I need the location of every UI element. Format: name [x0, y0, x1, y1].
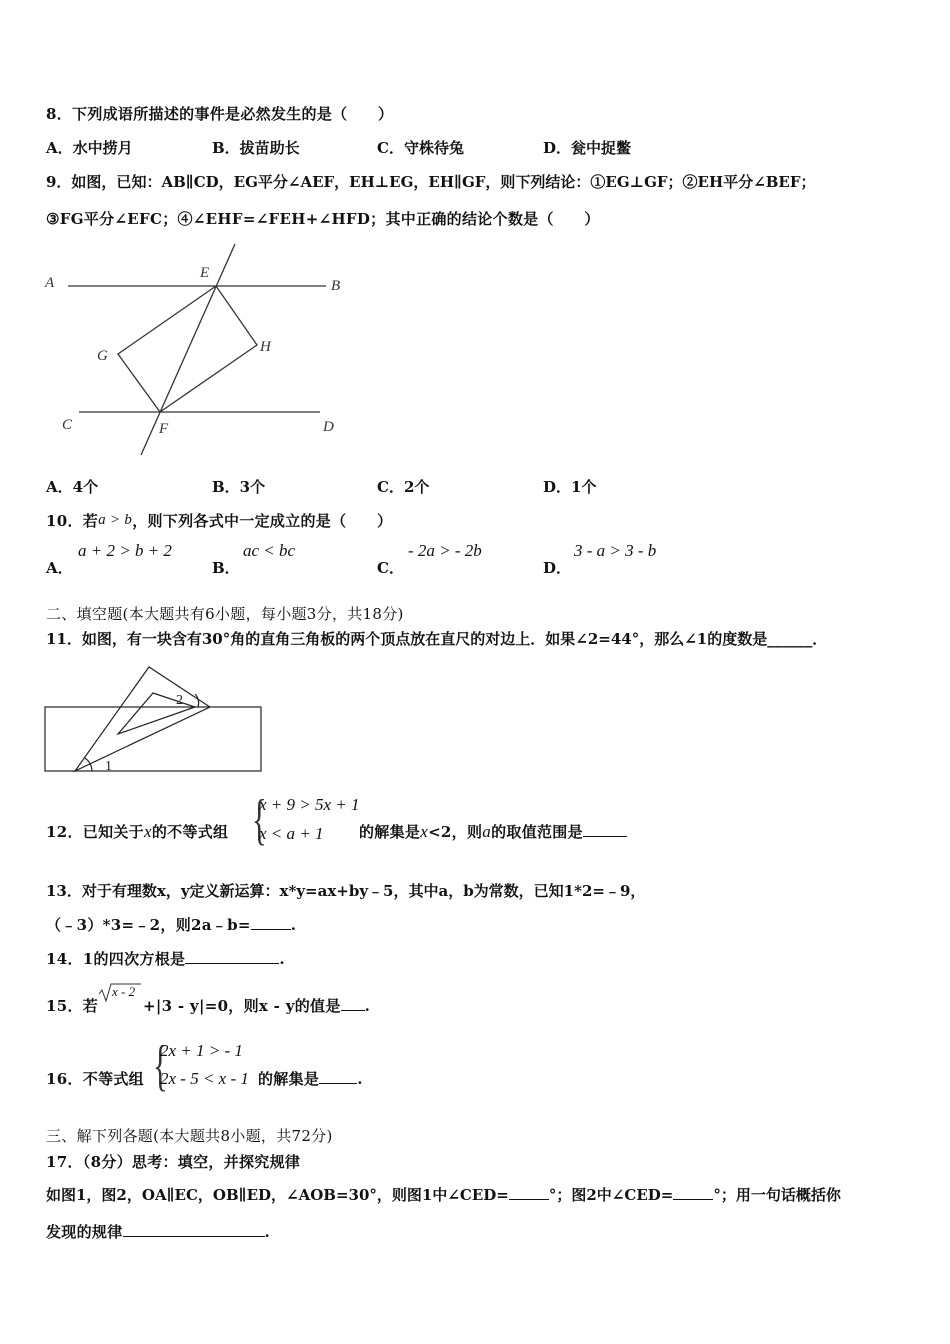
q8-stem: 8．下列成语所描述的事件是必然发生的是（ ） [46, 105, 394, 123]
q13-line2-end: . [290, 916, 297, 934]
q16-answer-blank[interactable] [319, 1069, 357, 1084]
q10-stem-math: a > b [98, 512, 133, 528]
angle-2-label: 2 [176, 693, 183, 708]
q10-option-b-math: ac < bc [243, 541, 296, 560]
q9-option-d: D．1个 [543, 478, 597, 496]
q12-mid-text: 的不等式组 [151, 823, 229, 841]
q9-option-c: C．2个 [377, 478, 430, 496]
q16-brace: { [153, 1035, 168, 1097]
q16-suffix [258, 1068, 363, 1089]
q16-end: . [357, 1070, 363, 1088]
q13-line2-text: （﹣3）*3=﹣2，则2a﹣b= [46, 916, 251, 934]
q17-line2-part2: °；图2中∠CED= [548, 1186, 674, 1204]
q15-suffix-text: +|3 - y|=0，则x - y的值是 [143, 997, 341, 1015]
q8-option-a: A．水中捞月 [46, 139, 133, 157]
q16-sys-line2: 2x - 5 < x - 1 [160, 1069, 249, 1088]
q15-radicand: x - 2 [112, 984, 136, 999]
q14-end: . [279, 950, 285, 968]
q12-after1: 的解集是 [359, 823, 421, 841]
q12-after3: 的取值范围是 [491, 823, 583, 841]
q17-line2-part1: 如图1，图2，OA∥EC，OB∥ED，∠AOB=30°，则图1中∠CED= [46, 1186, 509, 1204]
q9-option-b: B．3个 [212, 478, 266, 496]
q15-end: . [364, 997, 371, 1015]
q10-option-c-letter: C． [377, 559, 404, 577]
q12-sys-line2: x < a + 1 [259, 824, 324, 843]
q17-line1: 17．（8分）思考：填空，并探究规律 [46, 1153, 301, 1171]
label-d: D [323, 419, 334, 435]
q10-stem-prefix: 10．若 [46, 512, 99, 530]
label-f: F [159, 421, 169, 437]
q10-option-b-letter: B． [212, 559, 240, 577]
q9-stem-line1: 9．如图，已知：AB∥CD，EG平分∠AEF，EH⊥EG，EH∥GF，则下列结论：①EG⊥GF；②EH平分∠BEF； [46, 173, 816, 191]
q17-line3-text: 发现的规律 [46, 1223, 123, 1241]
q14-text: 14．1的四次方根是 [46, 950, 186, 968]
q12-var-x2: x [420, 822, 429, 841]
q8-option-d: D．瓮中捉鳖 [543, 139, 632, 157]
q15-prefix: 15．若 [46, 997, 99, 1015]
q10-option-d-letter: D． [543, 559, 572, 577]
q12-brace: { [252, 789, 267, 851]
q15-answer-blank[interactable] [341, 996, 365, 1011]
q10-stem-suffix: ，则下列各式中一定成立的是（ ） [132, 512, 393, 530]
q10-option-a-letter: A． [46, 559, 73, 577]
q17-line2 [46, 1184, 841, 1205]
q10-option-c-math: - 2a > - 2b [408, 541, 482, 560]
q12-var-a: a [482, 822, 492, 841]
q17-blank-fig2[interactable] [673, 1185, 713, 1200]
q17-line3 [46, 1221, 270, 1242]
q17-line2-part3: °；用一句话概括你 [713, 1186, 841, 1204]
section-2-heading: 二、填空题(本大题共有6小题，每小题3分，共18分) [46, 605, 404, 623]
q10-option-a-math: a + 2 > b + 2 [78, 541, 172, 560]
q8-option-b: B．拔苗助长 [212, 139, 300, 157]
q17-line3-end: . [264, 1223, 271, 1241]
q15-suffix [143, 995, 370, 1016]
label-e: E [200, 265, 210, 281]
q16-prefix: 16．不等式组 [46, 1070, 144, 1088]
q17-rule-blank[interactable] [123, 1222, 265, 1237]
angle-1-label: 1 [105, 759, 112, 774]
q9-stem-line2: ③FG平分∠EFC；④∠EHF=∠FEH+∠HFD；其中正确的结论个数是（ ） [46, 210, 600, 228]
q16-suffix-text: 的解集是 [258, 1070, 320, 1088]
label-a: A [45, 275, 55, 291]
label-g: G [97, 348, 108, 364]
label-h: H [260, 339, 271, 355]
q12-var-x: x [143, 822, 152, 841]
q12-prefix-text: 12．已知关于 [46, 823, 144, 841]
section-3-heading: 三、解下列各题(本大题共8小题，共72分) [46, 1127, 333, 1145]
q9-option-a: A．4个 [46, 478, 99, 496]
q10-option-d-math: 3 - a > 3 - b [574, 541, 657, 560]
q12-after2: <2，则 [428, 823, 483, 841]
q12-sys-line1: x + 9 > 5x + 1 [259, 795, 360, 814]
q17-blank-fig1[interactable] [509, 1185, 549, 1200]
q11-stem: 11．如图，有一块含有30°角的直角三角板的两个顶点放在直尺的对边上．如果∠2=44°，那么∠1的度数是______． [46, 630, 828, 648]
q13-line1: 13．对于有理数x，y定义新运算：x*y=ax+by﹣5，其中a，b为常数，已知1*2=﹣9， [46, 882, 646, 900]
q8-option-c: C．守株待兔 [377, 139, 464, 157]
q16-sys-line1: 2x + 1 > - 1 [160, 1041, 243, 1060]
label-b: B [331, 278, 341, 294]
label-c: C [62, 417, 73, 433]
